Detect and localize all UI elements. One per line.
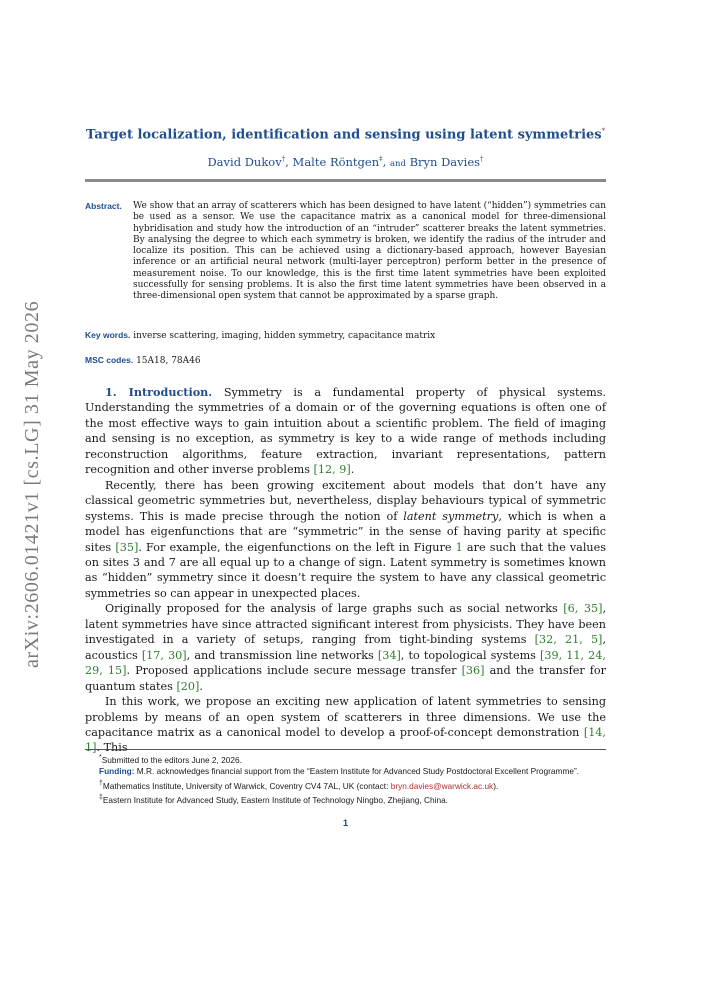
footnote-mark: † [99, 779, 103, 787]
footnote-mark: ‡ [99, 794, 103, 802]
abstract-section [85, 201, 606, 303]
intro-p4-text-a: In this work, we propose an exciting new application of latent symmetries to sensing problems by means of an open system of scatterers in three dimensions. We use the capacitance matrix as a canonical model to develop a proof-of-concept demonstration [85, 695, 606, 739]
footnotes [85, 749, 606, 806]
msc-text: 15A18, 78A46 [136, 356, 201, 366]
intro-p2-text-a: Recently, there has been growing excitement about models that don’t have any classical geometric symmetries but, nevertheless, display behaviours typical of symmetric systems. This is made precise through the notion of [85, 478, 606, 523]
author-3: Bryn Davies [409, 155, 481, 169]
intro-paragraph-2 [85, 478, 606, 602]
section-heading: 1. Introduction. [105, 385, 213, 399]
intro-paragraph-1 [85, 385, 606, 478]
abstract-label: Abstract. [85, 201, 122, 211]
author-1-mark[interactable]: † [281, 155, 286, 164]
intro-paragraph-4 [85, 694, 606, 756]
footnote-affiliation-1 [85, 778, 606, 792]
msc-codes-line [85, 355, 606, 366]
keywords-label: Key words. [85, 330, 131, 340]
author-2: Malte Röntgen [292, 155, 380, 169]
contact-email-link[interactable]: bryn.davies@warwick.ac.uk [390, 780, 494, 791]
msc-label: MSC codes. [85, 355, 134, 365]
intro-p2-text-d: are such that the values on sites 3 and 7 are all equal up to a change of sign. Latent symmetry is sometimes known as “hidden” symmetry since it doesn’t require the system to have any classical geometric symmetries so can appear in unexpected places. [85, 540, 606, 600]
citation-link[interactable]: [20] [176, 679, 200, 693]
citation-link[interactable]: [12, 9] [313, 463, 351, 477]
arxiv-identifier-stamp: arXiv:2606.01421v1 [cs.LG] 31 May 2026 [21, 300, 43, 668]
intro-paragraph-3 [85, 601, 606, 694]
intro-p1-text: Symmetry is a fundamental property of physical systems. Understanding the symmetries of a domain or of the governing equations is often one of the most effective ways to gain intuition about a scientific problem. The field of imaging and sensing is no exception, as symmetry is key to a wide range of methods including reconstruction algorithms, feature extraction, invariant representations, pattern recognition and other inverse problems [85, 386, 606, 477]
latent-symmetry-term: latent symmetry [403, 509, 499, 523]
affiliation-2-text: Eastern Institute for Advanced Study, Eastern Institute of Technology Ningbo, Zhejiang, China. [102, 794, 448, 805]
footnote-mark: * [99, 754, 102, 761]
footnote-affiliation-2 [85, 792, 606, 806]
title-divider [85, 179, 606, 182]
paper-title [85, 127, 606, 142]
abstract-text: We show that an array of scatterers which has been designed to have latent (“hidden”) symmetries can be used as a sensor. We use the capacitance matrix as a canonical model for three-dimensional hybridisation and study how the introduction of an “intruder” scatterer breaks the latent symmetries. By analysing the degree to which each symmetry is broken, we identify the radius of the intruder and localize its position. This can be achieved using a dictionary-based approach, however Bayesian inference or an artificial neural network (multi-layer perceptron) perform better in the presence of measurement noise. To our knowledge, this is the first time latent symmetries have been exploited successfully for sensing problems. It is also the first time latent symmetries have been observed in a three-dimensional open system that cannot be approximated by a sparse graph. [133, 201, 606, 302]
citation-link[interactable]: [14, 1] [85, 725, 606, 755]
intro-p3-text-a: Originally proposed for the analysis of large graphs such as social networks [105, 602, 564, 616]
author-1: David Dukov [207, 155, 282, 169]
funding-label: Funding: [99, 766, 135, 777]
introduction-section [85, 385, 606, 756]
title-footnote-mark[interactable]: * [601, 127, 606, 135]
intro-p3-text-b: , latent symmetries have since attracted significant interest from physicists. They have been investigated in a variety of setups, ranging from tight-binding systems [85, 602, 606, 647]
citation-link[interactable]: [17, 30] [141, 648, 187, 662]
citation-link[interactable]: [35] [115, 540, 139, 554]
footnote-funding [85, 766, 606, 778]
author-2-mark[interactable]: ‡ [379, 155, 383, 164]
intro-p2-text-c: . For example, the eigenfunctions on the left in Figure [138, 540, 456, 554]
keywords-text: inverse scattering, imaging, hidden symmetry, capacitance matrix [133, 331, 436, 341]
author-list: David Dukov†, Malte Röntgen‡, and Bryn Davies† [207, 155, 484, 169]
keywords-line [85, 330, 606, 341]
intro-p3-text-h: . [199, 679, 203, 693]
affiliation-1-end: ). [493, 780, 499, 791]
affiliation-1-text: Mathematics Institute, University of Warwick, Coventry CV4 7AL, UK (contact: [102, 780, 391, 791]
footnote-submitted [85, 752, 606, 766]
figure-link[interactable]: 1 [455, 540, 463, 554]
citation-link[interactable]: [32, 21, 5] [534, 633, 603, 647]
intro-p3-text-g: and the transfer for quantum states [85, 664, 606, 693]
intro-p2-text-b: , which is when a model has eigenfunctions that are “symmetric” in the sense of having parity at specific sites [85, 509, 606, 554]
funding-text: M.R. acknowledges financial support from the “Eastern Institute for Advanced Study Postdoctoral Excellent Programme”. [136, 766, 580, 777]
citation-link[interactable]: [6, 35] [563, 602, 603, 616]
intro-p4-text-b: . This [96, 741, 128, 755]
intro-p3-text-d: , and transmission line networks [186, 648, 378, 662]
author-and: and [389, 159, 406, 169]
page-number: 1 [342, 818, 349, 829]
paper-title-text: Target localization, identification and sensing using latent symmetries [85, 127, 602, 143]
intro-p3-text-e: , to topological systems [400, 648, 541, 662]
intro-p3-text-f: . Proposed applications include secure message transfer [126, 664, 462, 678]
author-3-mark[interactable]: † [480, 155, 484, 164]
intro-p3-text-c: , acoustics [85, 633, 606, 662]
intro-p1-end: . [350, 463, 355, 477]
footnote-submitted-text: Submitted to the editors June 2, 2026. [101, 754, 242, 765]
citation-link[interactable]: [34] [377, 648, 401, 662]
citation-link[interactable]: [39, 11, 24, 29, 15] [85, 648, 606, 678]
citation-link[interactable]: [36] [461, 664, 485, 678]
